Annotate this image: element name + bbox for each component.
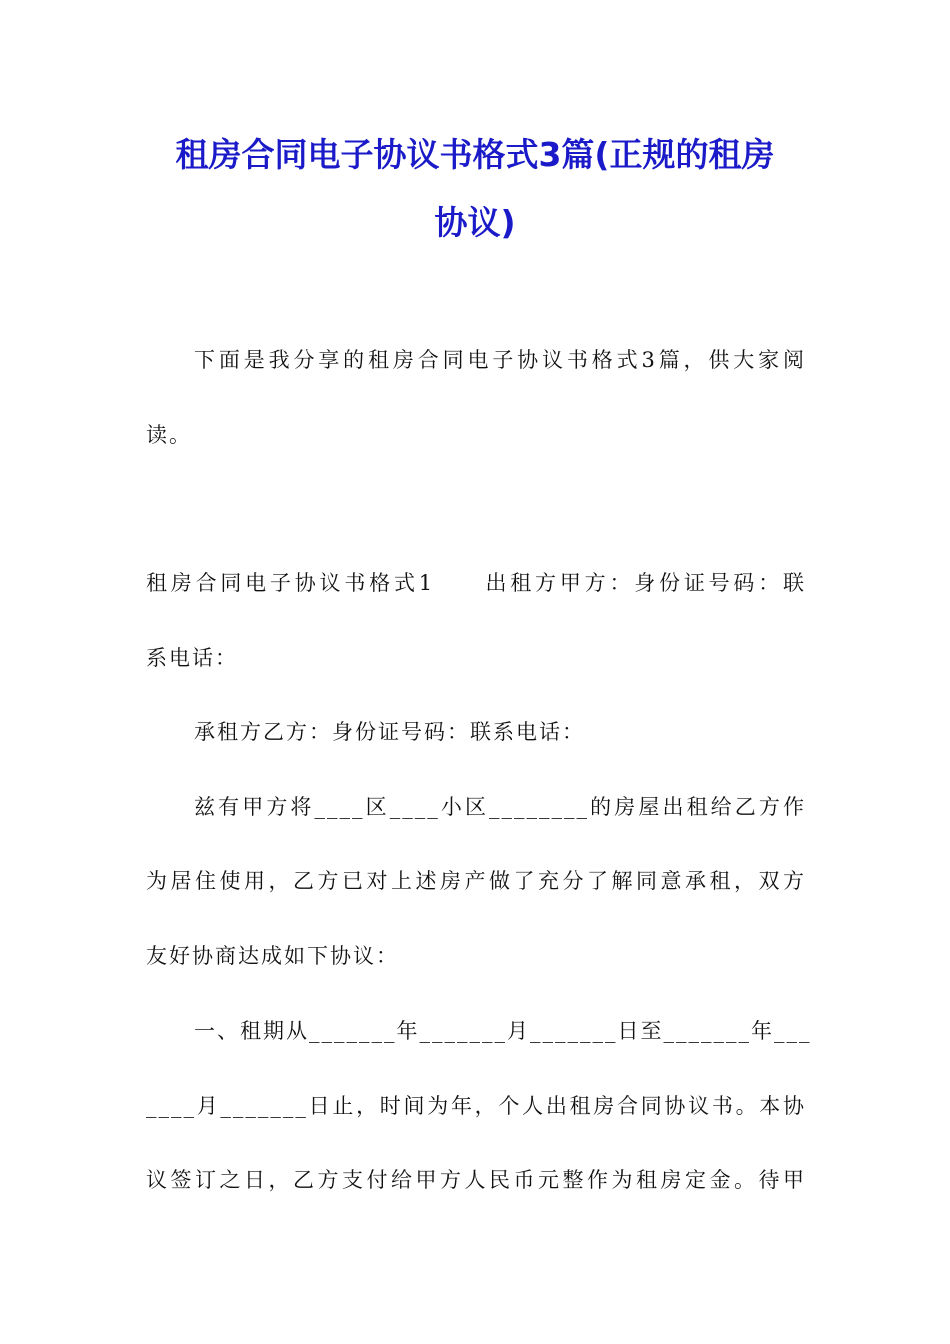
intro-paragraph-line-2: 读。: [146, 423, 192, 447]
term-paragraph-line-2: ____月_______日止，时间为年，个人出租房合同协议书。本协: [146, 1094, 806, 1118]
section-1-heading-line-2: 系电话：: [146, 646, 238, 670]
lessee-info-line: 承租方乙方：身份证号码：联系电话：: [194, 720, 585, 744]
section-1-heading-line-1: 租房合同电子协议书格式1 出租方甲方：身份证号码：联: [146, 571, 806, 595]
term-paragraph-line-3: 议签订之日，乙方支付给甲方人民币元整作为租房定金。待甲: [146, 1168, 806, 1192]
premises-paragraph-line-1: 兹有甲方将____区____小区________的房屋出租给乙方作: [194, 795, 806, 819]
document-title-line-1: 租房合同电子协议书格式3篇(正规的租房: [175, 135, 775, 174]
premises-paragraph-line-2: 为居住使用，乙方已对上述房产做了充分了解同意承租，双方: [146, 869, 806, 893]
document-title-line-2: 协议): [434, 203, 516, 242]
premises-paragraph-line-3: 友好协商达成如下协议：: [146, 944, 399, 968]
intro-paragraph-line-1: 下面是我分享的租房合同电子协议书格式3篇，供大家阅: [194, 348, 806, 372]
term-paragraph-line-1: 一、租期从_______年_______月_______日至_______年___: [194, 1019, 812, 1043]
